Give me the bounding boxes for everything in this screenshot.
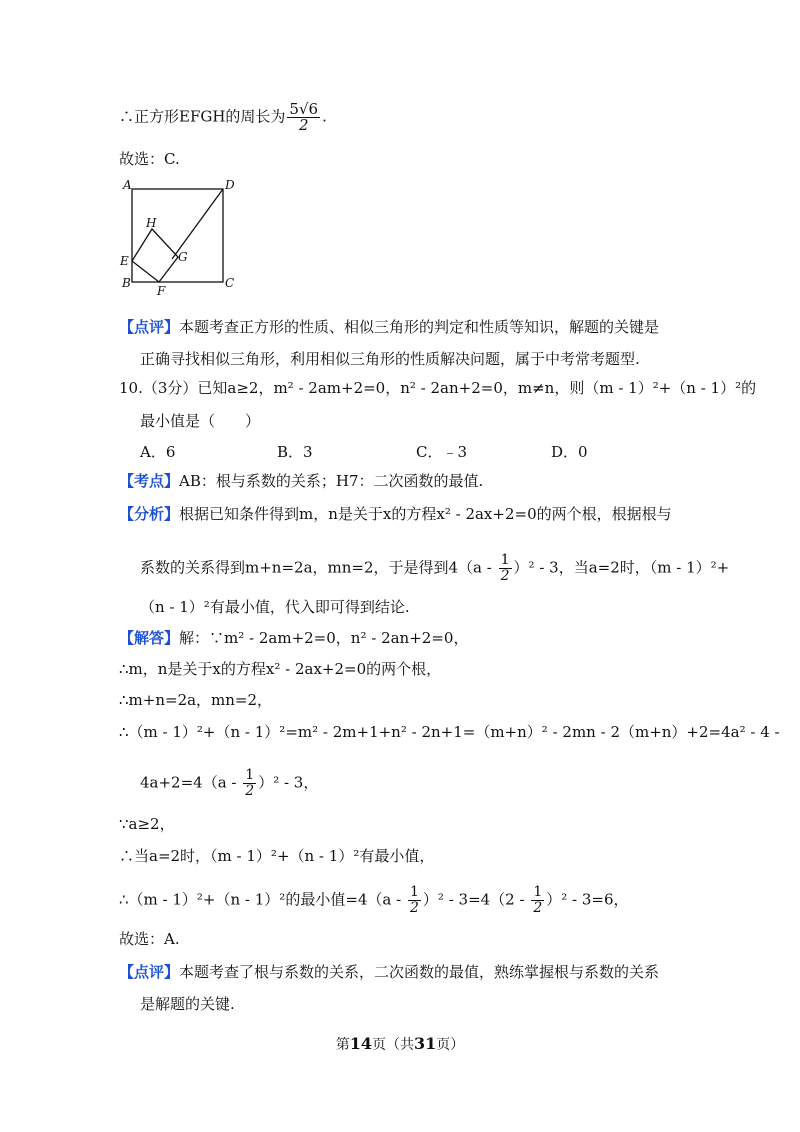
line-dg [172, 189, 223, 259]
square-efgh [132, 229, 178, 282]
label-h: H [146, 216, 157, 230]
kaodian-tag: 【考点】 [119, 472, 180, 490]
solution-line5 [140, 768, 318, 799]
kaodian-line [119, 470, 483, 492]
jieda-line1 [119, 627, 468, 649]
label-a: A [123, 178, 132, 192]
half-numerator: 1 [409, 884, 419, 900]
fenxi-line2 [140, 553, 729, 584]
total-pages: 31 [414, 1034, 437, 1053]
prev-answer: 故选：C. [119, 150, 180, 168]
solution-line6: ∵a≥2， [119, 815, 175, 833]
kaodian-text: AB：根与系数的关系；H7：二次函数的最值. [179, 472, 484, 490]
half-denominator: 2 [500, 568, 510, 584]
q10-answer: 故选：A. [119, 930, 180, 948]
solution-text5b: ）² - 3， [258, 773, 319, 792]
label-g: G [178, 250, 188, 264]
half-fraction [408, 885, 421, 916]
page-footer [0, 1034, 800, 1054]
prev-comment-line1 [119, 316, 659, 338]
prev-comment-line2: 正确寻找相似三角形，利用相似三角形的性质解决问题，属于中考常考题型. [140, 350, 640, 368]
option-d: D．0 [551, 443, 588, 461]
solution-line2: ∴m，n是关于x的方程x² - 2ax+2=0的两个根， [119, 660, 442, 678]
solution-line8 [119, 885, 629, 916]
square-figure [118, 175, 243, 300]
footer-prefix: 第 [335, 1037, 350, 1053]
fenxi-text2b: ）² - 3，当a=2时，（m - 1）²+ [513, 558, 730, 577]
option-b: B．3 [277, 443, 313, 461]
perimeter-numerator: 5√6 [289, 100, 319, 118]
solution-text5a: 4a+2=4（a - [140, 773, 242, 792]
solution-line7: ∴当a=2时，（m - 1）²+（n - 1）²有最小值， [119, 847, 435, 865]
footer-mid: 页（共 [372, 1037, 414, 1053]
perimeter-prefix: ∴正方形EFGH的周长为 [119, 107, 286, 126]
solution-text8b: ）² - 3=4（2 - [422, 890, 530, 909]
perimeter-denominator: 2 [298, 116, 309, 134]
page-number: 14 [349, 1034, 372, 1053]
q10-comment-line1 [119, 961, 659, 983]
fenxi-line1 [119, 503, 672, 525]
half-numerator: 1 [500, 552, 510, 568]
jieda-tag: 【解答】 [119, 629, 180, 647]
label-b: B [122, 276, 131, 290]
perimeter-fraction [287, 102, 320, 133]
fenxi-text2a: 系数的关系得到m+n=2a，mn=2，于是得到4（a - [140, 558, 497, 577]
square-abcd [132, 189, 223, 282]
option-c: C．﹣3 [416, 443, 468, 461]
solution-line4: ∴（m - 1）²+（n - 1）²=m² - 2m+1+n² - 2n+1=（m+n）² - 2mn - 2（m+n）+2=4a² - 4 - [119, 723, 780, 741]
half-denominator: 2 [533, 900, 543, 916]
label-c: C [225, 276, 235, 290]
half-denominator: 2 [409, 900, 419, 916]
comment-tag: 【点评】 [119, 318, 180, 336]
option-a: A．6 [140, 443, 176, 461]
footer-suffix: 页） [436, 1037, 465, 1053]
jieda-text1: 解：∵m² - 2am+2=0，n² - 2an+2=0， [179, 629, 469, 647]
fenxi-text1: 根据已知条件得到m，n是关于x的方程x² - 2ax+2=0的两个根，根据根与 [179, 505, 672, 523]
label-d: D [225, 178, 235, 192]
q10-stem-line1: 10.（3分）已知a≥2，m² - 2am+2=0，n² - 2an+2=0，m≠n，则（m - 1）²+（n - 1）²的 [119, 379, 757, 397]
perimeter-suffix: . [322, 107, 327, 126]
fenxi-line3: （n - 1）²有最小值，代入即可得到结论. [140, 598, 410, 616]
prev-comment-text1: 本题考查正方形的性质、相似三角形的判定和性质等知识，解题的关键是 [179, 318, 660, 336]
label-e: E [120, 254, 129, 268]
q10-stem-line2: 最小值是（ ） [140, 412, 261, 430]
half-fraction [499, 553, 512, 584]
half-numerator: 1 [533, 884, 543, 900]
q10-comment-line2: 是解题的关键. [140, 995, 235, 1013]
label-f: F [157, 284, 166, 298]
half-denominator: 2 [245, 783, 255, 799]
solution-text8a: ∴（m - 1）²+（n - 1）²的最小值=4（a - [119, 890, 406, 909]
half-fraction [243, 768, 256, 799]
q10-comment-text1: 本题考查了根与系数的关系，二次函数的最值，熟练掌握根与系数的关系 [179, 963, 660, 981]
solution-line3: ∴m+n=2a，mn=2， [119, 691, 273, 709]
half-numerator: 1 [245, 767, 255, 783]
solution-text8c: ）² - 3=6， [546, 890, 629, 909]
fenxi-tag: 【分析】 [119, 505, 180, 523]
comment-tag: 【点评】 [119, 963, 180, 981]
half-fraction [531, 885, 544, 916]
perimeter-line [119, 102, 327, 133]
